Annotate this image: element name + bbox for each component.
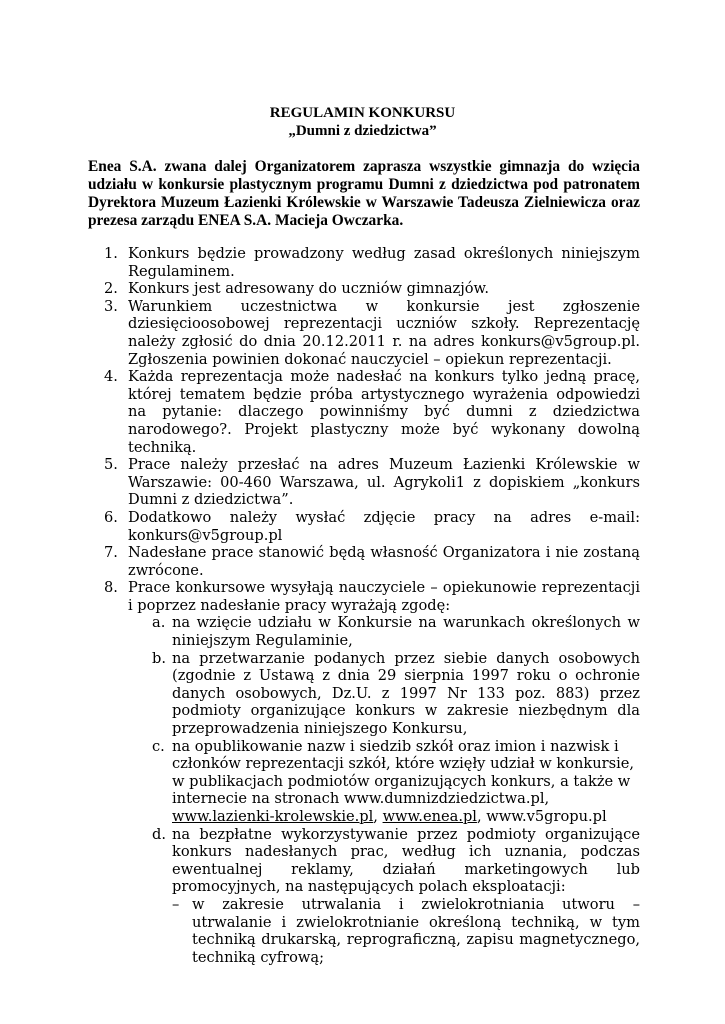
- title-line-1: REGULAMIN KONKURSU: [269, 105, 456, 121]
- list-item: [104, 368, 640, 456]
- item-number: 4.: [104, 368, 118, 386]
- sub-item-text: na przetwarzanie podanych przez siebie danych osobowych (zgodnie z Ustawą z dnia 29 sierpnia 1997 roku o ochronie danych osobowych, Dz.U. z 1997 Nr 133 poz. 883) przez podmioty organizujące konkurs w zakresie niezbędnym dla przeprowadzenia niniejszego Konkursu,: [172, 649, 640, 738]
- sub-item-b: [104, 650, 640, 738]
- item-number: 7.: [104, 544, 118, 562]
- sub-item-c: [104, 738, 640, 826]
- rules-list: [104, 245, 640, 966]
- site-link-lazienki[interactable]: www.lazienki-krolewskie.pl: [172, 808, 374, 825]
- dash-item: [104, 896, 640, 966]
- sub-item-letter: d.: [152, 825, 166, 843]
- item-number: 6.: [104, 508, 118, 526]
- list-item: [104, 456, 640, 509]
- dash-mark: –: [172, 895, 180, 913]
- list-item: [104, 509, 640, 544]
- item-number: 5.: [104, 456, 118, 474]
- dash-item-text: w zakresie utrwalania i zwielokrotniania utworu – utrwalanie i zwielokrotnianie określoną techniką, w tym techniką drukarską, reprograficzną, zapisu magnetycznego, techniką cyfrową;: [192, 895, 640, 966]
- item-number: 8.: [104, 579, 118, 597]
- item-number: 2.: [104, 280, 118, 298]
- item-number: 3.: [104, 297, 118, 315]
- sub-item-text: na bezpłatne wykorzystywanie przez podmioty organizujące konkurs nadesłanych prac, według ich uznania, podczas ewentualnej reklamy, działań marketingowych lub promocyjnych, na następujących polach eksploatacji:: [172, 825, 640, 896]
- comma: ,: [373, 808, 378, 825]
- item-text: Każda reprezentacja może nadesłać na konkurs tylko jedną pracę, której tematem będzie próba artystycznego wyrażenia odpowiedzi na pytanie: dlaczego powinniśmy być dumni z dziedzictwa narodowego?. Projekt plastyczny może być wykonany dowolną techniką.: [128, 368, 640, 456]
- item-text: Konkurs jest adresowany do uczniów gimnazjów.: [128, 280, 489, 298]
- site-link-enea[interactable]: www.enea.pl: [382, 808, 477, 825]
- item-text: Nadesłane prace stanowić będą własność Organizatora i nie zostaną zwrócone.: [128, 544, 640, 579]
- sub-item-a: [104, 614, 640, 649]
- sub-item-letter: a.: [152, 614, 166, 632]
- title-line-2: „Dumni z dziedzictwa”: [288, 123, 437, 139]
- item-text: Warunkiem uczestnictwa w konkursie jest zgłoszenie dziesięcioosobowej reprezentacji uczniów szkoły. Reprezentację należy zgłosić do dnia 20.12.2011 r. na adres konkurs@v5group.pl. Zgłoszenia powinien dokonać nauczyciel – opiekun reprezentacji.: [128, 297, 640, 368]
- sub-item-d: [104, 826, 640, 896]
- item-text: Prace należy przesłać na adres Muzeum Łazienki Królewskie w Warszawie: 00-460 Warszawa, ul. Agrykoli1 z dopiskiem „konkurs Dumni z dziedzictwa”.: [128, 456, 640, 509]
- item-text: Dodatkowo należy wysłać zdjęcie pracy na adres e-mail: konkurs@v5group.pl: [128, 508, 640, 544]
- item-number: 1.: [104, 245, 118, 262]
- list-item: [104, 579, 640, 614]
- list-item: [104, 298, 640, 368]
- sub-item-text: na opublikowanie nazw i siedzib szkół oraz imion i nazwisk i członków reprezentacji szkół, które wzięły udział w konkursie, w publikacjach podmiotów organizujących konkurs, a także w internecie na stronach: [172, 737, 635, 808]
- item-text: Konkurs będzie prowadzony według zasad określonych niniejszym Regulaminem.: [128, 245, 640, 280]
- site-link-v5[interactable]: , www.v5gropu.pl: [476, 808, 607, 825]
- list-item: [104, 280, 640, 298]
- intro-paragraph: Enea S.A. zwana dalej Organizatorem zaprasza wszystkie gimnazja do wzięcia udziału w konkursie plastycznym programu Dumni z dziedzictwa pod patronatem Dyrektora Muzeum Łazienki Królewskie w Warszawie Tadeusza Zielniewicza oraz prezesa zarządu ENEA S.A. Macieja Owczarka.: [88, 158, 640, 229]
- list-item: [104, 544, 640, 579]
- document-title: [0, 104, 725, 140]
- item-text: Prace konkursowe wysyłają nauczyciele – opiekunowie reprezentacji i poprzez nadesłanie pracy wyrażają zgodę:: [128, 579, 640, 614]
- sub-item-letter: c.: [152, 737, 165, 755]
- list-item: [104, 245, 640, 280]
- site-link-dumni[interactable]: www.dumnizdziedzictwa.pl,: [343, 790, 550, 808]
- sub-item-letter: b.: [152, 649, 166, 667]
- sub-item-text: na wzięcie udziału w Konkursie na warunkach określonych w niniejszym Regulaminie,: [172, 614, 640, 650]
